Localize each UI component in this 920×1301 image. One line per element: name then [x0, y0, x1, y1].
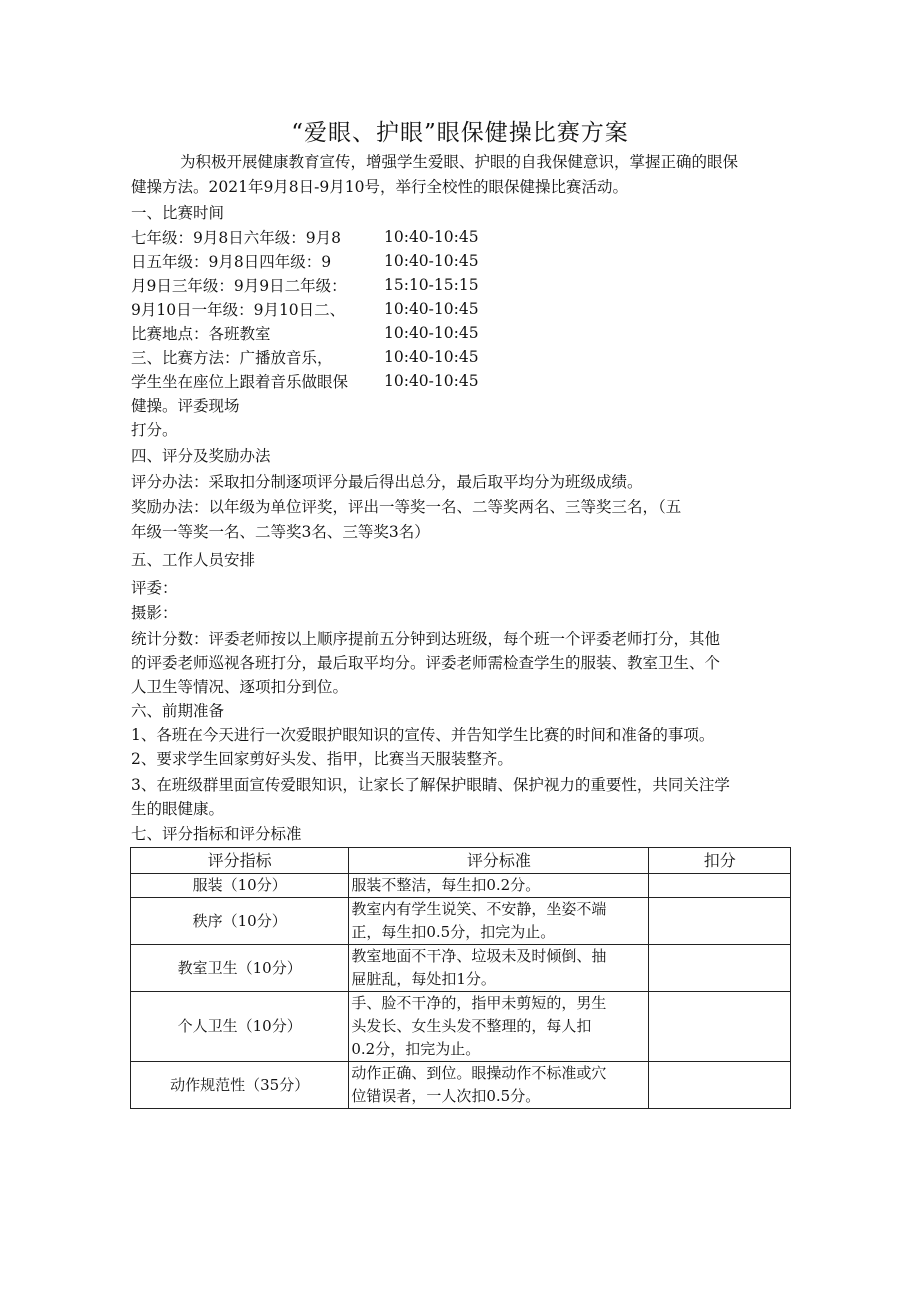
standard-line: 动作正确、到位。眼操动作不标准或穴: [351, 1064, 607, 1082]
standard-line: 教室地面不干净、垃圾未及时倾倒、抽: [351, 947, 607, 965]
row-deduction: [649, 992, 791, 1062]
standard-line: 教室内有学生说笑、不安静，坐姿不端: [351, 900, 607, 918]
judges-line: 评委：: [131, 579, 178, 597]
time-slot-3: 15:10-15:15: [384, 276, 479, 294]
row-item: 教室卫生（10分）: [131, 945, 349, 992]
table-header-row: [131, 848, 791, 874]
time-slot-7: 10:40-10:45: [384, 372, 479, 390]
section1-heading: 一、比赛时间: [131, 204, 225, 222]
schedule-line-1: 七年级：9月8日六年级：9月8: [131, 229, 341, 247]
standard-line: 屉脏乱，每处扣1分。: [351, 970, 496, 988]
time-slot-5: 10:40-10:45: [384, 324, 479, 342]
prep-item-1: 1、各班在今天进行一次爱眼护眼知识的宣传、并告知学生比赛的时间和准备的事项。: [131, 726, 715, 744]
table-row: [131, 898, 791, 945]
header-item: 评分指标: [131, 848, 349, 874]
table-row: [131, 945, 791, 992]
method-line-1: 三、比赛方法：广播放音乐，: [131, 349, 333, 367]
header-standard: 评分标准: [349, 848, 649, 874]
section4-heading: 四、评分及奖励办法: [131, 447, 271, 465]
row-standard: [349, 1062, 649, 1109]
method-line-2: 学生坐在座位上跟着音乐做眼保: [131, 373, 349, 391]
row-standard: [349, 898, 649, 945]
photo-line: 摄影：: [131, 604, 178, 622]
stats-line-1: 统计分数：评委老师按以上顺序提前五分钟到达班级，每个班一个评委老师打分，其他: [131, 630, 721, 648]
row-item: 服装（10分）: [131, 874, 349, 898]
row-item: 动作规范性（35分）: [131, 1062, 349, 1109]
row-item: 个人卫生（10分）: [131, 992, 349, 1062]
row-deduction: [649, 898, 791, 945]
time-slot-1: 10:40-10:45: [384, 228, 479, 246]
time-slot-2: 10:40-10:45: [384, 252, 479, 270]
intro-line-2: 健操方法。2021年9月8日-9月10号，举行全校性的眼保健操比赛活动。: [131, 178, 628, 196]
section7-heading: 七、评分指标和评分标准: [131, 825, 302, 843]
table-row: [131, 874, 791, 898]
row-item: 秩序（10分）: [131, 898, 349, 945]
row-deduction: [649, 945, 791, 992]
reward-line-2: 年级一等奖一名、二等奖3名、三等奖3名）: [131, 523, 430, 541]
scoring-method: 评分办法：采取扣分制逐项评分最后得出总分，最后取平均分为班级成绩。: [131, 473, 643, 491]
section6-heading: 六、前期准备: [131, 702, 225, 720]
location-line: 比赛地点：各班教室: [131, 325, 271, 343]
table-row: [131, 1062, 791, 1109]
row-deduction: [649, 1062, 791, 1109]
table-row: [131, 992, 791, 1062]
method-line-4: 打分。: [131, 421, 178, 439]
standard-line: 手、脸不干净的，指甲未剪短的，男生: [351, 994, 607, 1012]
section5-heading: 五、工作人员安排: [131, 551, 256, 569]
row-standard: [349, 874, 649, 898]
scoring-table: [130, 847, 791, 1109]
document-title: “爱眼、护眼”眼保健操比赛方案: [291, 120, 629, 146]
stats-line-3: 人卫生等情况、逐项扣分到位。: [131, 678, 349, 696]
standard-line: 位错误者，一人次扣0.5分。: [351, 1087, 541, 1105]
header-deduction: 扣分: [649, 848, 791, 874]
prep-item-2: 2、要求学生回家剪好头发、指甲，比赛当天服装整齐。: [131, 750, 513, 768]
schedule-line-2: 日五年级：9月8日四年级：9: [131, 253, 332, 271]
standard-line: 0.2分，扣完为止。: [351, 1040, 481, 1058]
prep-item-3: 3、在班级群里面宣传爱眼知识，让家长了解保护眼睛、保护视力的重要性，共同关注学: [131, 776, 730, 794]
time-slot-4: 10:40-10:45: [384, 300, 479, 318]
reward-line-1: 奖励办法：以年级为单位评奖，评出一等奖一名、二等奖两名、三等奖三名，（五: [131, 498, 682, 516]
standard-line: 服装不整洁，每生扣0.2分。: [351, 876, 541, 894]
row-standard: [349, 992, 649, 1062]
prep-item-3-cont: 生的眼健康。: [131, 800, 225, 818]
method-line-3: 健操。评委现场: [131, 397, 240, 415]
intro-line-1: 为积极开展健康教育宣传，增强学生爱眼、护眼的自我保健意识，掌握正确的眼保: [180, 153, 739, 171]
schedule-line-4: 9月10日一年级：9月10日二、: [131, 301, 346, 319]
stats-line-2: 的评委老师巡视各班打分，最后取平均分。评委老师需检查学生的服装、教室卫生、个: [131, 654, 721, 672]
schedule-line-3: 月9日三年级：9月9日二年级：: [131, 277, 347, 295]
standard-line: 头发长、女生头发不整理的，每人扣: [351, 1017, 592, 1035]
time-slot-6: 10:40-10:45: [384, 348, 479, 366]
row-deduction: [649, 874, 791, 898]
standard-line: 正，每生扣0.5分，扣完为止。: [351, 923, 556, 941]
row-standard: [349, 945, 649, 992]
